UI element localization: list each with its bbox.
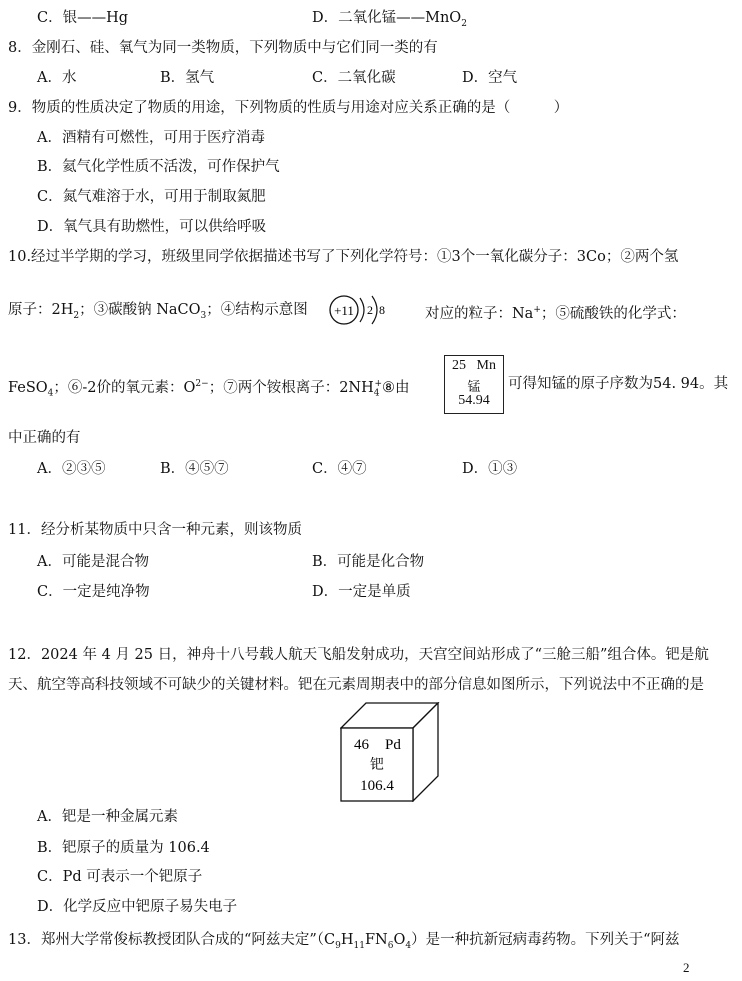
q12-option-d: D．化学反应中钯原子易失电子 <box>37 899 238 915</box>
q8-option-a: A．水 <box>37 70 77 86</box>
shell1-electrons: 2 <box>367 303 373 317</box>
q11-option-d: D．一定是单质 <box>312 584 411 600</box>
q10-option-c: C．④⑦ <box>312 461 367 477</box>
q9-option-c: C．氮气难溶于水，可用于制取氮肥 <box>37 189 266 205</box>
q12-line1: 12．2024 年 4 月 25 日，神舟十八号载人航天飞船发射成功，天宫空间站形成了“三舱三船”组合体。钯是航 <box>8 647 709 663</box>
pd-atomic-number: 46 <box>354 737 369 753</box>
q8-option-c: C．二氧化碳 <box>312 70 396 86</box>
q12-line2: 天、航空等高科技领域不可缺少的关键材料。钯在元素周期表中的部分信息如图所示，下列说法中不正确的是 <box>8 677 704 693</box>
q8-option-d: D．空气 <box>462 70 518 86</box>
q12-option-a: A．钯是一种金属元素 <box>37 809 178 825</box>
mn-name: 锰 <box>467 379 481 394</box>
q7-option-d: D．二氧化锰——MnO$_2$ <box>312 10 467 29</box>
q10-option-d: D．①③ <box>462 461 518 477</box>
q10-option-b: B．④⑤⑦ <box>160 461 229 477</box>
manganese-element-tile <box>444 355 504 414</box>
q9-option-b: B．氦气化学性质不活泼，可作保护气 <box>37 159 280 175</box>
mn-atomic-number: 25 <box>452 358 466 373</box>
q7-option-c: C．银——Hg <box>37 10 129 26</box>
sodium-ion-structure-diagram <box>327 293 393 329</box>
pd-name: 钯 <box>370 757 384 773</box>
q8-stem: 8．金刚石、硅、氧气为同一类物质，下列物质中与它们同一类的有 <box>8 40 438 56</box>
q11-option-b: B．可能是化合物 <box>312 554 425 570</box>
q10-option-a: A．②③⑤ <box>37 461 106 477</box>
q11-option-c: C．一定是纯净物 <box>37 584 150 600</box>
q9-stem: 9．物质的性质决定了物质的用途，下列物质的性质与用途对应关系正确的是（ ） <box>8 100 569 116</box>
q12-option-c: C．Pd 可表示一个钯原子 <box>37 869 203 885</box>
q10-line1: 10.经过半学期的学习，班级里同学依据描述书写了下列化学符号：①3个一氧化碳分子：3Co；②两个氢 <box>8 249 679 265</box>
q12-option-b: B．钯原子的质量为 106.4 <box>37 840 210 856</box>
nucleus-charge: +11 <box>334 303 354 318</box>
mn-symbol: Mn <box>476 358 496 373</box>
q9-option-d: D．氧气具有助燃性，可以供给呼吸 <box>37 219 267 235</box>
q11-option-a: A．可能是混合物 <box>37 554 149 570</box>
q8-option-b: B．氢气 <box>160 70 215 86</box>
q9-option-a: A．酒精有可燃性，可用于医疗消毒 <box>37 130 265 146</box>
pd-mass: 106.4 <box>360 778 394 794</box>
palladium-element-cube <box>340 702 440 802</box>
mn-mass: 54.94 <box>458 393 490 408</box>
q10-line2-part2: 对应的粒子：Na+；⑤硫酸铁的化学式： <box>425 305 686 322</box>
page-number: 2 <box>683 960 690 975</box>
q10-line3-part1: FeSO$_4$；⑥-2价的氧元素：$O^{2-}$；⑦两个铵根离子：$2NH_4^+⑧$由 <box>8 379 410 399</box>
electron-shell-1-arc <box>360 298 364 322</box>
q10-line4: 中正确的有 <box>8 430 81 446</box>
pd-symbol: Pd <box>385 737 401 753</box>
q10-line3-part2: 可得知锰的原子序数为54. 94。其 <box>508 376 729 392</box>
q13-stem: 13．郑州大学常俊标教授团队合成的“阿兹夫定$”(C_9H_{11}FN_6O_4)$是一种抗新冠病毒药物。下列关于“阿兹 <box>8 932 680 951</box>
q11-stem: 11．经分析某物质中只含一种元素，则该物质 <box>8 522 302 538</box>
shell2-electrons: 8 <box>379 303 385 317</box>
q10-line2-part1: 原子：$2H_2$；③碳酸钠 NaCO$_3$；④结构示意图 <box>8 302 308 321</box>
